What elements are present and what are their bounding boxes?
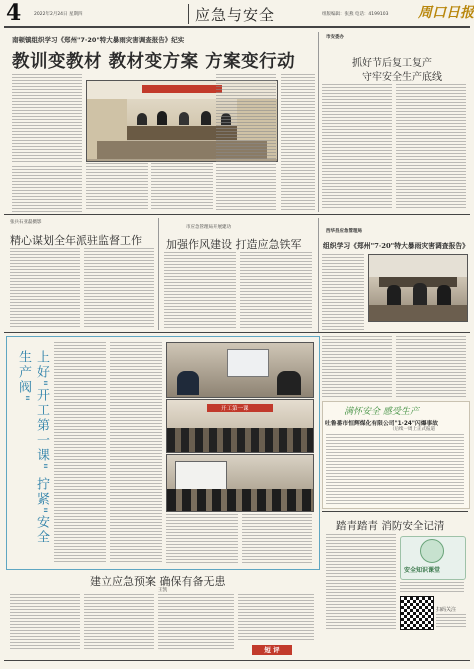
section-divider bbox=[188, 4, 189, 24]
safety-ad-slogan: 满怀安全 感受生产 bbox=[344, 407, 419, 417]
mid-right-body-1 bbox=[322, 254, 364, 330]
safety-ad-company: 吐鲁番市恒辉煤化有限公司"1·24"闪爆事故 bbox=[325, 421, 439, 427]
vertical-divider-mid-2 bbox=[318, 218, 319, 332]
bottom-byline: 王凯 bbox=[158, 588, 167, 593]
editor-line: 组版编辑：张燕 电话：4199103 bbox=[322, 12, 389, 17]
feature-photo-banner: 开工第一课 bbox=[221, 406, 249, 412]
safety-ad-body bbox=[326, 434, 464, 504]
right-body-2 bbox=[396, 336, 466, 398]
top-body-col-5 bbox=[216, 74, 276, 211]
county-meeting-photo bbox=[368, 254, 468, 322]
right-top-body-2 bbox=[396, 84, 466, 210]
vertical-divider-top bbox=[318, 32, 319, 212]
section-rule-1 bbox=[4, 214, 470, 215]
right-top-headline-1: 抓好节后复工复产 bbox=[352, 58, 432, 69]
bottom-headline: 建立应急预案 确保有备无患 bbox=[90, 575, 226, 588]
date-line: 2022年2月24日 星期四 bbox=[34, 12, 83, 17]
vertical-divider-mid-1 bbox=[158, 218, 159, 330]
fire-safety-body-2 bbox=[326, 580, 396, 630]
mid-right-tag: 西华县应急管理局 bbox=[326, 229, 362, 234]
fire-safety-headline: 踏青踏青 消防安全记清 bbox=[336, 520, 445, 532]
top-kicker: 南顿镇组织学习《郑州"7·20"特大暴雨灾害调查报告》纪实 bbox=[12, 36, 185, 44]
mid-right-headline: 组织学习《郑州"7·20"特大暴雨灾害调查报告》 bbox=[323, 242, 469, 250]
section-rule-2 bbox=[4, 332, 470, 333]
bottom-body-4 bbox=[238, 594, 314, 642]
feature-body-2 bbox=[110, 342, 162, 562]
feature-body-4 bbox=[242, 514, 312, 564]
header-rule bbox=[4, 26, 470, 28]
right-body-1 bbox=[322, 336, 392, 398]
right-top-body-1 bbox=[322, 84, 392, 210]
fire-safety-badge-label: 安全知识课堂 bbox=[404, 567, 441, 574]
comment-tag: 短 评 bbox=[252, 645, 292, 655]
safety-ad-sub: （后续一周上正式报道 bbox=[390, 427, 435, 432]
feature-photo-training bbox=[166, 342, 314, 398]
mid-left-tag: 张兵石亚磊摄影 bbox=[10, 220, 42, 225]
fire-safety-body-1 bbox=[326, 534, 396, 578]
footer-rule bbox=[4, 660, 470, 661]
mid-left-body-1 bbox=[10, 248, 80, 328]
qr-code[interactable] bbox=[400, 596, 434, 630]
bottom-body-1 bbox=[10, 594, 80, 650]
right-top-tag: 市安委办 bbox=[326, 35, 344, 40]
feature-body-1 bbox=[54, 342, 106, 562]
bottom-body-2 bbox=[84, 594, 154, 650]
top-body-col-3 bbox=[86, 163, 148, 211]
mid-left-body-2 bbox=[84, 248, 154, 328]
top-body-col-6 bbox=[281, 74, 315, 211]
newspaper-logo: 周口日报 bbox=[418, 5, 474, 21]
bottom-body-3 bbox=[158, 594, 234, 650]
top-headline: 教训变教材 教材变方案 方案变行动 bbox=[12, 52, 296, 72]
feature-photo-classroom bbox=[166, 399, 314, 453]
fire-safety-badge-icon bbox=[420, 539, 444, 563]
feature-photo-presentation bbox=[166, 454, 314, 512]
right-top-headline-2: 守牢安全生产底线 bbox=[362, 72, 442, 83]
top-body-col-1 bbox=[12, 74, 82, 162]
mid-center-headline: 加强作风建设 打造应急铁军 bbox=[166, 238, 302, 251]
top-body-col-2 bbox=[12, 166, 82, 212]
mid-left-headline: 精心谋划全年派驻监督工作 bbox=[10, 234, 142, 247]
feature-body-3 bbox=[166, 514, 238, 564]
mid-center-body-2 bbox=[240, 252, 312, 328]
section-title: 应急与安全 bbox=[195, 6, 276, 24]
page-number: 4 bbox=[6, 0, 22, 26]
fire-safety-body-3 bbox=[400, 582, 464, 592]
top-body-col-4 bbox=[151, 163, 213, 211]
feature-vertical-headline: 上好"开工第一课" 拧紧"安全生产阀" bbox=[16, 350, 49, 546]
qr-caption: 扫码关注 bbox=[436, 607, 457, 613]
section-rule-3 bbox=[322, 511, 468, 512]
bottom-right-info bbox=[436, 614, 466, 628]
mid-center-body-1 bbox=[164, 252, 236, 328]
mid-center-kicker: 市应急管理局开展建功 bbox=[186, 225, 231, 230]
